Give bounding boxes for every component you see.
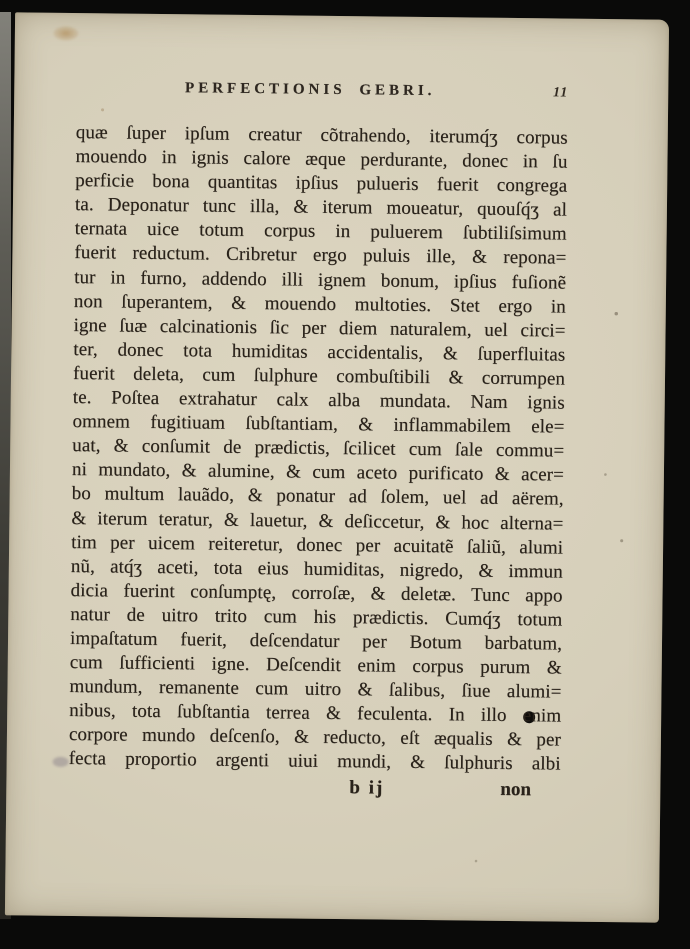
text-line: mundum, remanente cum uitro & ſalibus, ſiue alumi= (69, 676, 562, 703)
text-line: fuerit reductum. Cribretur ergo puluis ille, & repona= (74, 242, 567, 270)
text-line: ni mundato, & alumine, & cum aceto purificato & acer= (71, 459, 565, 486)
text-line: uat, & conſumit de prædictis, ſcilicet cum ſale commu= (72, 435, 565, 462)
text-line: mouendo in ignis calore æque perdurante, donec in ſu (75, 146, 568, 173)
text-line: bo multum lauãdo, & ponatur ad ſolem, uel ad aërem, (71, 483, 564, 510)
margin-smudge (53, 757, 69, 767)
signature-row (68, 774, 560, 806)
text-line: fuerit deleta, cum ſulphure combuſtibili & corrumpen (72, 362, 566, 390)
running-header (76, 79, 568, 111)
text-line: perficie bona quantitas ipſius pulueris fuerit congrega (75, 170, 568, 197)
text-line: te. Poſtea extrahatur calx alba mundata. Nam ignis (72, 387, 565, 414)
text-line: ternata uice totum corpus in puluerem ſubtiliſsimum (74, 218, 567, 245)
signature-mark: b ij (349, 776, 385, 799)
text-line: nibus, tota ſubſtantia terrea & feculenta. In illo enim (69, 700, 562, 727)
text-line: omnem fugitiuam ſubſtantiam, & inflammabilem ele= (72, 411, 565, 438)
text-line: nũ, atq́ʒ aceti, tota eius humiditas, nigredo, & immun (70, 555, 563, 583)
paper-stain (53, 26, 79, 41)
text-line: tur in furno, addendo illi ignem bonum, ipſius fuſionẽ (74, 266, 567, 294)
catchword: non (500, 778, 532, 800)
text-line: fecta proportio argenti uiui mundi, & ſulphuris albi (68, 748, 561, 775)
text-line: corpore mundo deſcenſo, & reducto, eſt æqualis & per (68, 724, 562, 751)
body-text (69, 121, 568, 777)
text-line: quæ ſuper ipſum creatur cõtrahendo, iterumq́ʒ corpus (75, 122, 568, 149)
text-line: ter, donec tota humiditas accidentalis, & ſuperfluitas (73, 338, 566, 366)
text-line: cum ſufficienti igne. Deſcendit enim corpus purum & (69, 652, 562, 679)
text-block (68, 79, 568, 805)
text-line: & iterum teratur, & lauetur, & deſiccetur, & hoc alterna= (71, 507, 564, 535)
text-line: tim per uicem reiteretur, donec per acuitatẽ ſaliũ, alumi (71, 531, 564, 559)
text-line: impaſtatum fuerit, deſcendatur per Botum barbatum, (69, 627, 563, 655)
text-line: non ſuperantem, & mouendo multoties. Stet ergo in (73, 290, 566, 318)
paper-specks (15, 12, 16, 13)
book-page (5, 12, 669, 922)
text-line: igne ſuæ calcinationis ſic per diem naturalem, uel circi= (73, 314, 566, 342)
text-line: natur de uitro trito cum his prædictis. Cumq́ʒ totum (70, 603, 563, 631)
text-line: ta. Deponatur tunc illa, & iterum moueatur, quouſq́ʒ al (74, 194, 568, 221)
text-line: dicia fuerint conſumptę, corroſæ, & deletæ. Tunc appo (70, 579, 563, 607)
running-header-title: PERFECTIONIS GEBRI. (185, 80, 436, 100)
page-number: 11 (552, 85, 569, 101)
